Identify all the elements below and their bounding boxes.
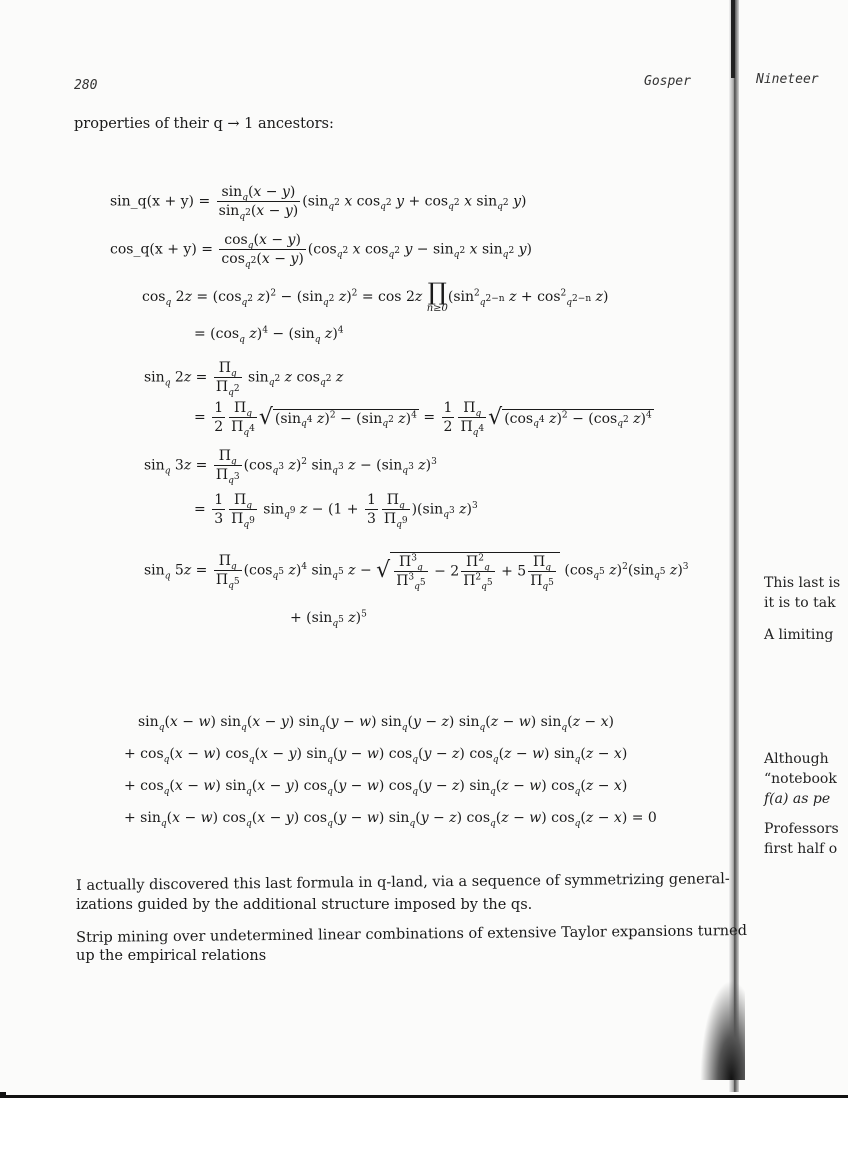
adjacent-text-5: “notebook bbox=[764, 771, 837, 787]
gutter-shadow-bottom bbox=[700, 980, 745, 1080]
adjacent-text-3: A limiting bbox=[764, 627, 834, 643]
equation-sin-sum: sin_q(x + y) = $\frac{\sin_q(x - y)}{\sin_{q^2}(x - y)}$ ($\sin_{q^2}$ x $\cos_{q^2} y + \cos_{q^2} x$ $\sin_{q^2} y$) bbox=[110, 184, 527, 222]
equation-sin-triple-alt: = $\frac{1}{3}$ $\frac{\Pi_q}{\Pi_{q^9}}$ $\sin_{q^9} z - (1$ + $\frac{1}{3}$ $\frac{\Pi_q}{\Pi_{q^9}}$ )($\sin_{q^3}$ z)$^3$ bbox=[194, 492, 478, 530]
running-title: Gosper bbox=[644, 74, 691, 89]
paragraph-1-line-1: I actually discovered this last formula in q-land, via a sequence of symmetrizing general- bbox=[76, 871, 730, 894]
equation-cos-sum-lhs: cos_q(x + y) = bbox=[110, 241, 213, 258]
equation-sin-quintuple-tail: + ($\sin_{q^5}$ z)$^5$ bbox=[290, 609, 367, 629]
equation-sin-sum-lhs: sin_q(x + y) = bbox=[110, 193, 211, 210]
adjacent-text-4: Although bbox=[764, 751, 829, 767]
adjacent-text-2: it is to tak bbox=[764, 595, 836, 611]
identity-line-2: + $\cos_q(x - w) \cos_q(x - y) \sin_q(y - w) \cos_q(y - z) \cos_q(z - w) \sin_q(z - x)$ bbox=[124, 746, 628, 765]
identity-line-1: $\sin_q(x - w) \sin_q(x - y) \sin_q(y - w) \sin_q(y - z) \sin_q(z - w) \sin_q(z - x)$ bbox=[138, 714, 614, 733]
adjacent-text-6: f(a) as pe bbox=[764, 791, 831, 807]
paragraph-2-line-1: Strip mining over undetermined linear combinations of extensive Taylor expansions turned bbox=[76, 922, 748, 946]
identity-line-3: + $\cos_q(x - w) \sin_q(x - y) \cos_q(y - w) \cos_q(y - z) \sin_q(z - w) \cos_q(z - x)$ bbox=[124, 778, 628, 797]
paragraph-1-line-2: izations guided by the additional structure imposed by the qs. bbox=[76, 897, 533, 913]
intro-text: properties of their q → 1 ancestors: bbox=[74, 116, 334, 132]
equation-cos-quartic: = ($\cos_q$ $z)^4 - (\sin_q$ z)$^4$ bbox=[194, 325, 344, 345]
paragraph-2-line-2: up the empirical relations bbox=[76, 948, 267, 964]
adjacent-text-1: This last is bbox=[764, 575, 841, 591]
identity-line-4: + $\sin_q(x - w) \cos_q(x - y) \cos_q(y - w) \sin_q(y - z) \cos_q(z - w) \cos_q(z - x) = 0$ bbox=[124, 810, 657, 829]
page-number: 280 bbox=[74, 78, 98, 93]
adjacent-text-7: Professors bbox=[764, 821, 839, 837]
equation-sin-quintuple: $\sin_q 5z$ = $\frac{\Pi_q}{\Pi_{q^5}}$ ($\cos_{q^5}$ z)$^4$ $\sin_{q^5} z$ − √ $\frac{\Pi^3_q}{\Pi^3_{q^5}}$ − 2 $\frac{\Pi^2_q}{\Pi^2_{q^5}}$ + 5 $\frac{\Pi_q}{\Pi_{q^5}}$ ($\cos_{q^5}$ $z)^2(\sin_{q^5}$ z)$^3$ bbox=[144, 553, 689, 592]
next-page-header: Nineteer bbox=[756, 72, 819, 87]
scanner-margin bbox=[0, 1098, 848, 1170]
adjacent-text-8: first half o bbox=[764, 841, 838, 857]
equation-sin-double: $\sin_q 2z$ = $\frac{\Pi_q}{\Pi_{q^2}}$ $\sin_{q^2} z$ $\cos_{q^2} z$ bbox=[144, 360, 344, 398]
gutter-shadow-top bbox=[731, 0, 735, 78]
equation-cos-sum: cos_q(x + y) = $\frac{\cos_q(x - y)}{\cos_{q^2}(x - y)}$ ($\cos_{q^2}$ x $\cos_{q^2} y - \sin_{q^2} x$ $\sin_{q^2} y$) bbox=[110, 232, 533, 270]
equation-sin-double-sqrt: = $\frac{1}{2}$ $\frac{\Pi_q}{\Pi_{q^4}}$ √ ($\sin_{q^4}$ $z)^2 - (\sin_{q^2}$ z)$^4$ = $\frac{1}{2}$ $\frac{\Pi_q}{\Pi_{q^4}}$ √ ($\cos_{q^4}$ $z)^2 - (\cos_{q^2}$ z)$^4$ bbox=[194, 400, 652, 438]
equation-sin-triple: $\sin_q 3z$ = $\frac{\Pi_q}{\Pi_{q^3}}$ ($\cos_{q^3}$ z)$^2$ $\sin_{q^3} z - (\sin_{q^3}$ z)$^3$ bbox=[144, 448, 437, 486]
equation-cos-double: $\cos_q 2z = (\cos_{q^2}$ $z)^2 - (\sin_{q^2}$ z)$^2$ = cos 2z ∏ n≥0 ($\sin^2_{q^{2-n}}$ $z + \cos^2_{q^{2-n}} z$) bbox=[142, 278, 609, 314]
